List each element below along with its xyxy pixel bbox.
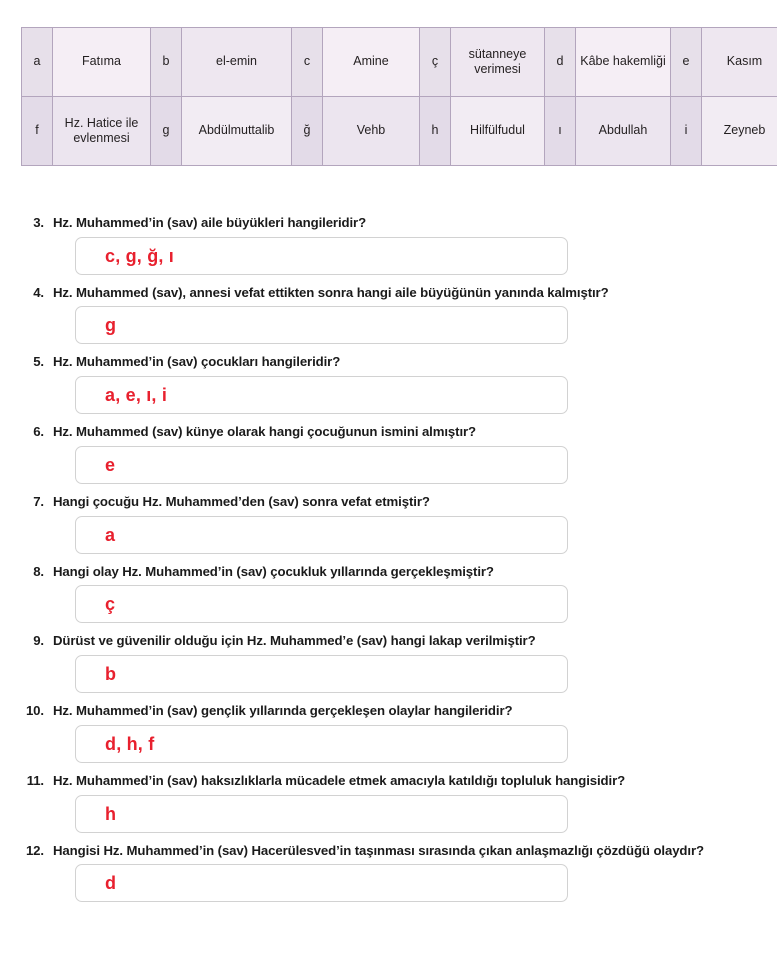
answer-input-7[interactable]: [75, 516, 568, 554]
answer-value: h: [105, 803, 117, 824]
question-text: Hangi olay Hz. Muhammed’in (sav) çocukluk yıllarında gerçekleşmiştir?: [53, 563, 494, 579]
question-text: Hangi çocuğu Hz. Muhammed’den (sav) sonra vefat etmiştir?: [53, 493, 430, 509]
questions-list: [21, 214, 761, 911]
answer-value: ç: [105, 594, 116, 615]
word-key: ğ: [292, 97, 323, 166]
question-line: [21, 702, 761, 721]
answer-value: a: [105, 524, 116, 545]
question-line: [21, 423, 761, 442]
word-value: Abdullah: [576, 97, 671, 166]
word-value: Hilfülfudul: [451, 97, 545, 166]
answer-input-3[interactable]: [75, 237, 568, 275]
question-number: 9.: [33, 633, 44, 649]
question-line: [21, 632, 761, 651]
question-text: Hz. Muhammed’in (sav) çocukları hangileridir?: [53, 354, 341, 370]
question-item-7: [21, 493, 761, 554]
question-line: [21, 214, 761, 233]
answer-input-12[interactable]: [75, 864, 568, 902]
word-key: f: [22, 97, 53, 166]
word-value: sütanneye verimesi: [451, 28, 545, 97]
word-value: Kasım: [702, 28, 777, 97]
question-item-10: [21, 702, 761, 763]
word-value: Kâbe hakemliği: [576, 28, 671, 97]
answer-input-11[interactable]: [75, 795, 568, 833]
question-text: Hz. Muhammed’in (sav) aile büyükleri hangileridir?: [53, 215, 367, 230]
word-key: d: [545, 28, 576, 97]
word-value: Vehb: [323, 97, 420, 166]
word-key: c: [292, 28, 323, 97]
word-value: Fatıma: [53, 28, 151, 97]
answer-value: b: [105, 664, 117, 685]
answer-value: a, e, ı, i: [105, 385, 168, 406]
question-item-12: [21, 842, 761, 903]
word-value: el-emin: [182, 28, 292, 97]
question-text: Dürüst ve güvenilir olduğu için Hz. Muhammed’e (sav) hangi lakap verilmiştir?: [53, 633, 536, 649]
question-line: [21, 563, 761, 582]
question-number: 5.: [33, 354, 44, 370]
word-key: h: [420, 97, 451, 166]
question-number: 6.: [33, 424, 44, 440]
question-line: [21, 842, 761, 861]
word-value: Hz. Hatice ile evlenmesi: [53, 97, 151, 166]
question-text: Hz. Muhammed’in (sav) gençlik yıllarında gerçekleşen olaylar hangileridir?: [53, 703, 513, 719]
word-key: b: [151, 28, 182, 97]
word-bank-table: [21, 27, 777, 166]
answer-input-6[interactable]: [75, 446, 568, 484]
answer-value: e: [105, 454, 116, 475]
question-text: Hz. Muhammed (sav), annesi vefat ettikten sonra hangi aile büyüğünün yanında kalmıştır?: [53, 284, 609, 300]
word-value: Amine: [323, 28, 420, 97]
answer-value: c, g, ğ, ı: [105, 245, 175, 266]
word-key: a: [22, 28, 53, 97]
question-item-6: [21, 423, 761, 484]
answer-value: d, h, f: [105, 733, 155, 754]
question-number: 7.: [33, 493, 44, 509]
question-number: 8.: [33, 563, 44, 579]
question-number: 4.: [33, 284, 44, 300]
answer-value: d: [105, 873, 117, 894]
answer-input-10[interactable]: [75, 725, 568, 763]
question-line: [21, 284, 761, 303]
question-line: [21, 772, 761, 791]
question-number: 12.: [25, 842, 44, 858]
question-item-8: [21, 563, 761, 624]
question-number: 11.: [26, 772, 44, 788]
question-item-9: [21, 632, 761, 693]
word-value: Zeyneb: [702, 97, 777, 166]
question-text: Hangisi Hz. Muhammed’in (sav) Hacerülesved’in taşınması sırasında çıkan anlaşmazlığı çözdüğü olaydır?: [53, 842, 704, 858]
question-item-5: [21, 353, 761, 414]
answer-input-5[interactable]: [75, 376, 568, 414]
question-text: Hz. Muhammed (sav) künye olarak hangi çocuğunun ismini almıştır?: [53, 424, 477, 440]
word-key: e: [671, 28, 702, 97]
answer-input-9[interactable]: [75, 655, 568, 693]
question-number: 10.: [25, 703, 44, 719]
question-number: 3.: [33, 215, 44, 230]
question-line: [21, 493, 761, 512]
word-key: ç: [420, 28, 451, 97]
table-row: [22, 97, 777, 166]
question-item-4: [21, 284, 761, 345]
table-row: [22, 28, 777, 97]
word-key: g: [151, 97, 182, 166]
word-value: Abdülmuttalib: [182, 97, 292, 166]
question-item-11: [21, 772, 761, 833]
question-text: Hz. Muhammed’in (sav) haksızlıklarla mücadele etmek amacıyla katıldığı topluluk hangisidir?: [53, 772, 626, 788]
answer-input-8[interactable]: [75, 585, 568, 623]
question-item-3: [21, 214, 761, 275]
answer-input-4[interactable]: [75, 306, 568, 344]
word-key: ı: [545, 97, 576, 166]
word-key: i: [671, 97, 702, 166]
question-line: [21, 353, 761, 372]
answer-value: g: [105, 315, 117, 336]
